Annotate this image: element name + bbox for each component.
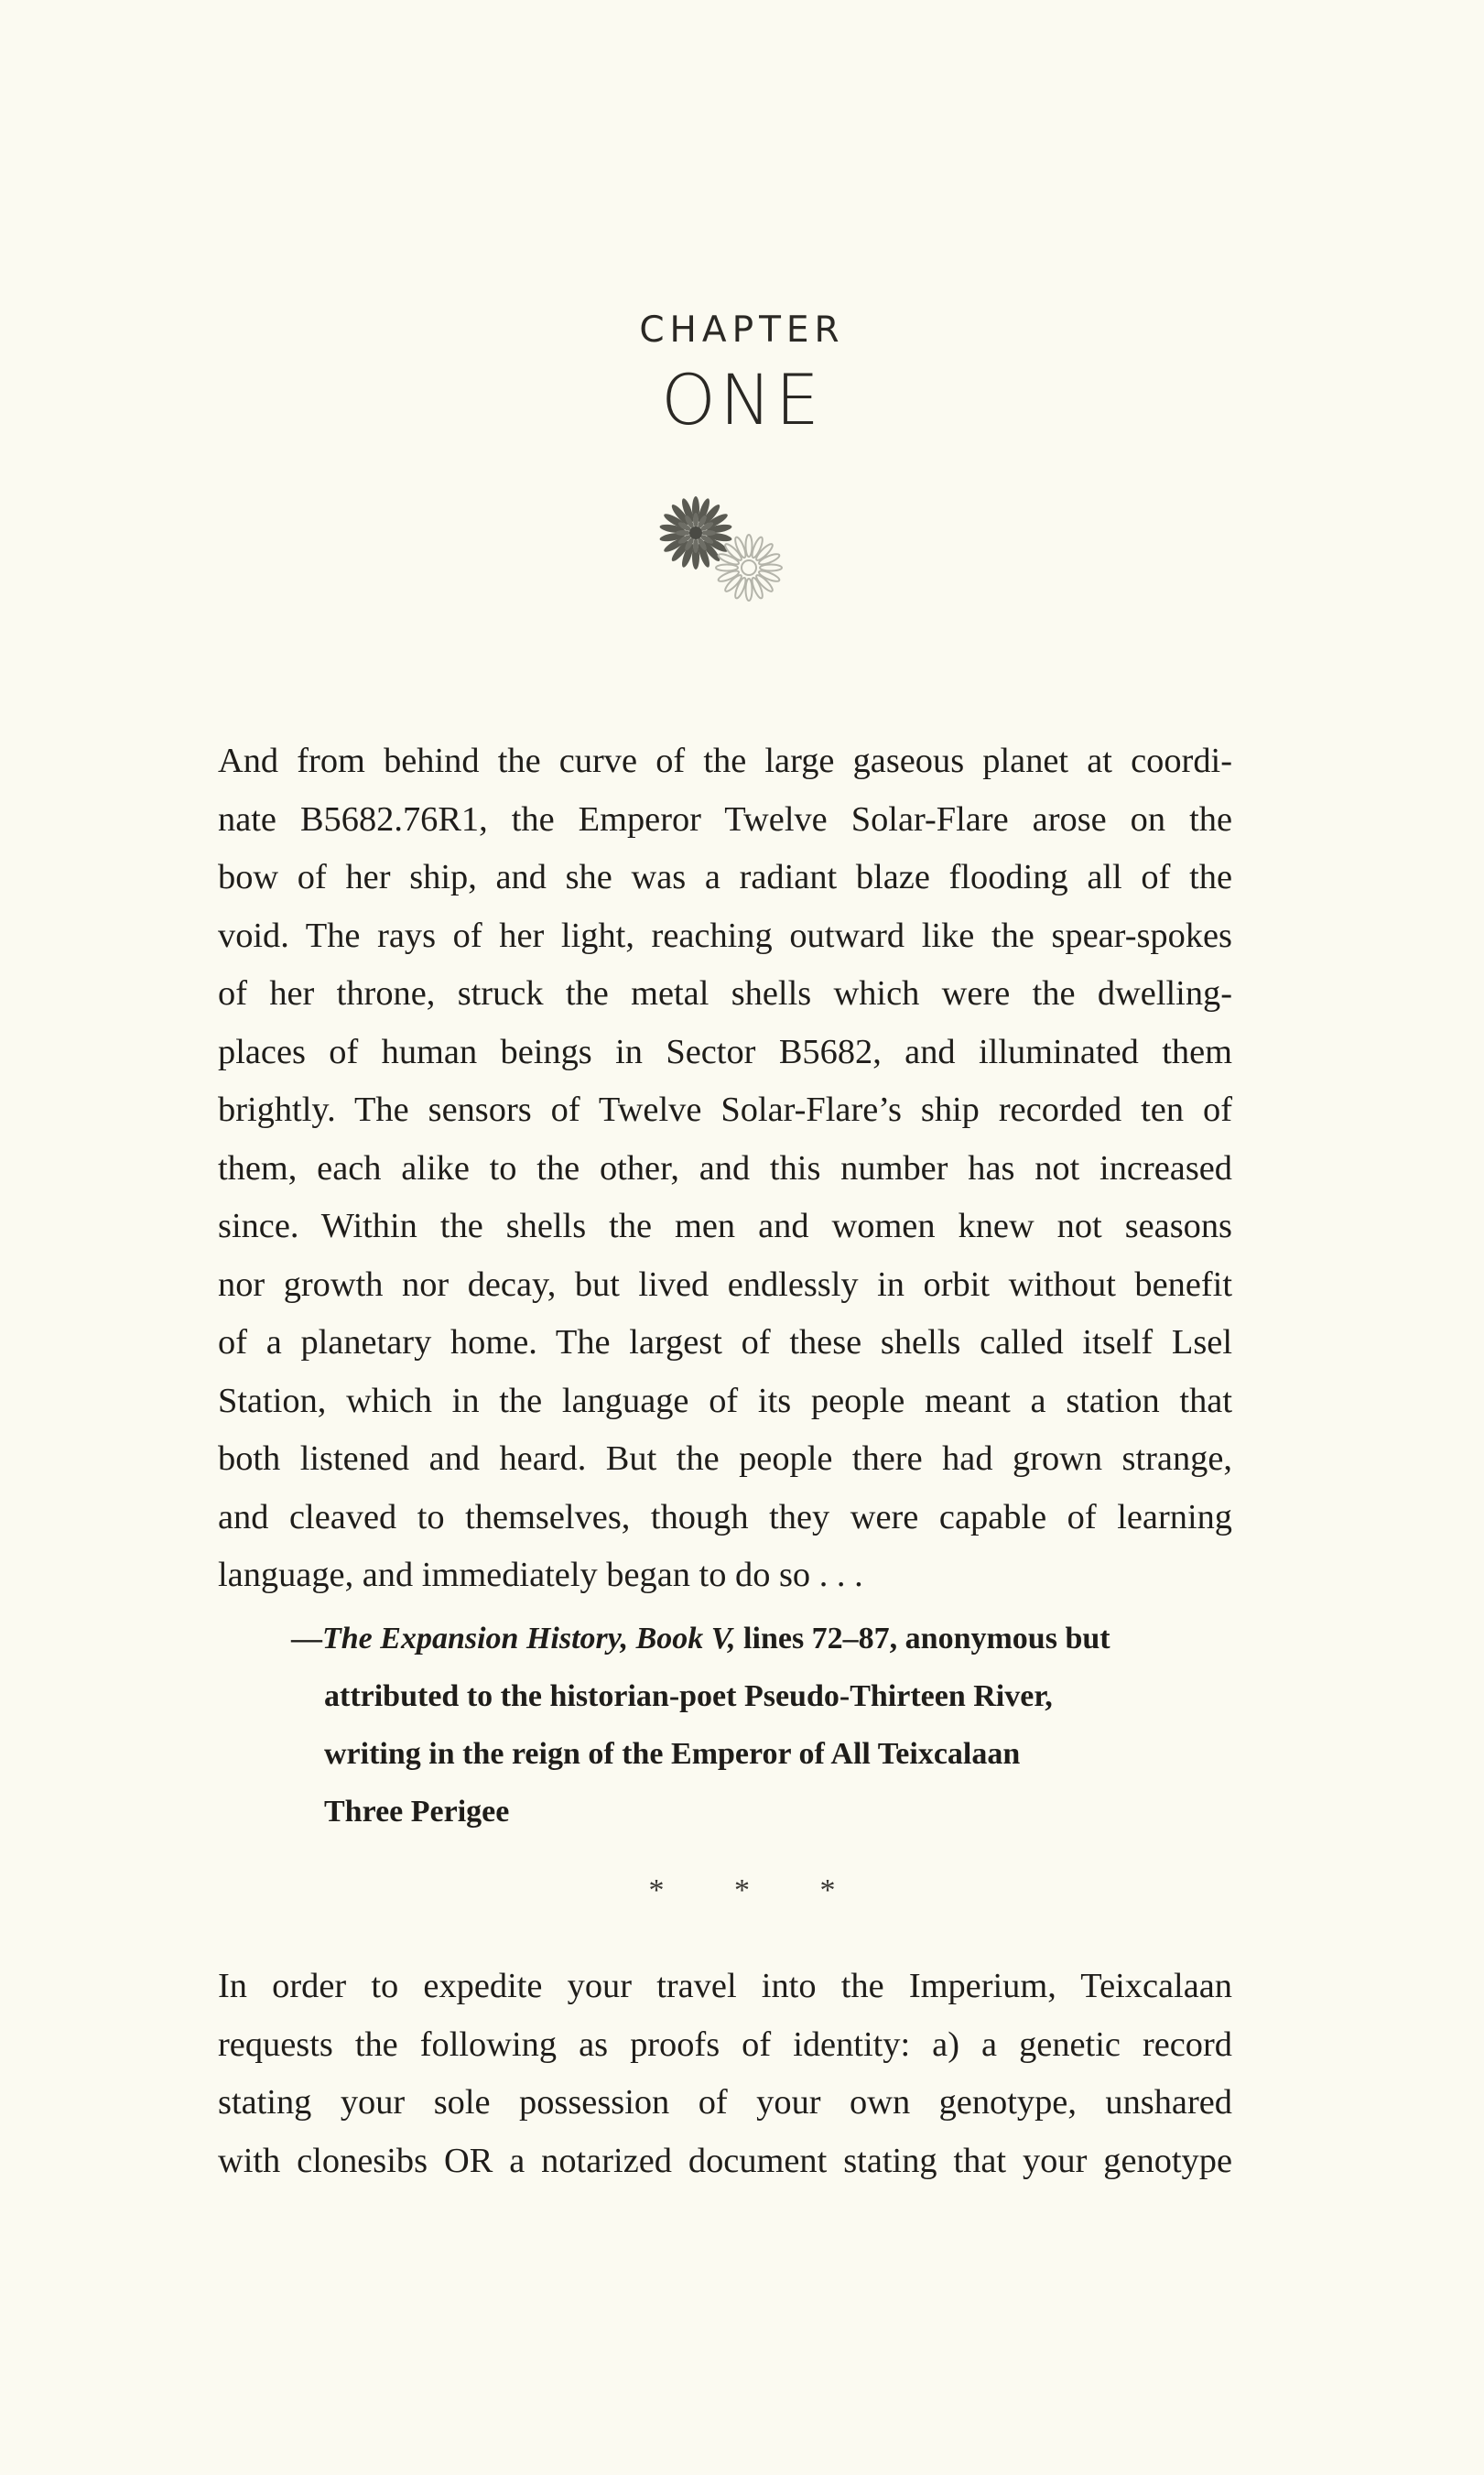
attribution-lines-ref: lines 72–87, anonymous but xyxy=(735,1622,1110,1655)
epigraph-line: And from behind the curve of the large gaseous planet at coordi- xyxy=(218,742,1232,780)
epigraph-line: void. The rays of her light, reaching outward like the spear-spokes xyxy=(218,916,1232,955)
attribution-line: Three Perigee xyxy=(324,1795,510,1829)
epigraph-line: both listened and heard. But the people there had grown strange, xyxy=(218,1439,1232,1478)
chapter-label: CHAPTER xyxy=(639,309,845,351)
section-break: * * * xyxy=(648,1873,867,1907)
epigraph-line: of a planetary home. The largest of these shells called itself Lsel xyxy=(218,1323,1232,1362)
epigraph-line: Station, which in the language of its people meant a station that xyxy=(218,1381,1232,1420)
attribution-dash: — xyxy=(291,1622,322,1655)
epigraph-line: bow of her ship, and she was a radiant blaze flooding all of the xyxy=(218,858,1232,896)
epigraph-line: since. Within the shells the men and women knew not seasons xyxy=(218,1207,1232,1245)
epigraph-line: brightly. The sensors of Twelve Solar-Flare’s ship recorded ten of xyxy=(218,1091,1232,1129)
epigraph-text xyxy=(218,733,1232,1605)
epigraph-line: nor growth nor decay, but lived endlessly in orbit without benefit xyxy=(218,1265,1232,1304)
paragraph-line: stating your sole possession of your own genotype, unshared xyxy=(218,2083,1232,2122)
chapter-number: ONE xyxy=(661,359,823,440)
body-paragraph xyxy=(218,1958,1232,2190)
paragraph-line: with clonesibs OR a notarized document stating that your genotype xyxy=(218,2141,1232,2180)
epigraph-line: places of human beings in Sector B5682, and illuminated them xyxy=(218,1032,1232,1071)
attribution-line: attributed to the historian-poet Pseudo-Thirteen River, xyxy=(324,1679,1053,1713)
epigraph-line: them, each alike to the other, and this number has not increased xyxy=(218,1148,1232,1188)
attribution-line xyxy=(291,1610,1207,1667)
attribution-work-title: The Expansion History, Book V, xyxy=(322,1622,736,1655)
paragraph-line: In order to expedite your travel into the Imperium, Teixcalaan xyxy=(218,1967,1232,2005)
paragraph-line: requests the following as proofs of identity: a) a genetic record xyxy=(218,2025,1232,2064)
epigraph-line: nate B5682.76R1, the Emperor Twelve Solar-Flare arose on the xyxy=(218,799,1232,839)
epigraph-attribution xyxy=(291,1610,1207,1840)
epigraph-line: of her throne, struck the metal shells which were the dwelling- xyxy=(218,974,1232,1013)
twin-flower-ornament-icon xyxy=(632,483,815,612)
epigraph-line: and cleaved to themselves, though they were capable of learning xyxy=(218,1497,1232,1536)
attribution-line: writing in the reign of the Emperor of All Teixcalaan xyxy=(324,1737,1021,1771)
epigraph-line: language, and immediately began to do so . . . xyxy=(218,1556,863,1594)
